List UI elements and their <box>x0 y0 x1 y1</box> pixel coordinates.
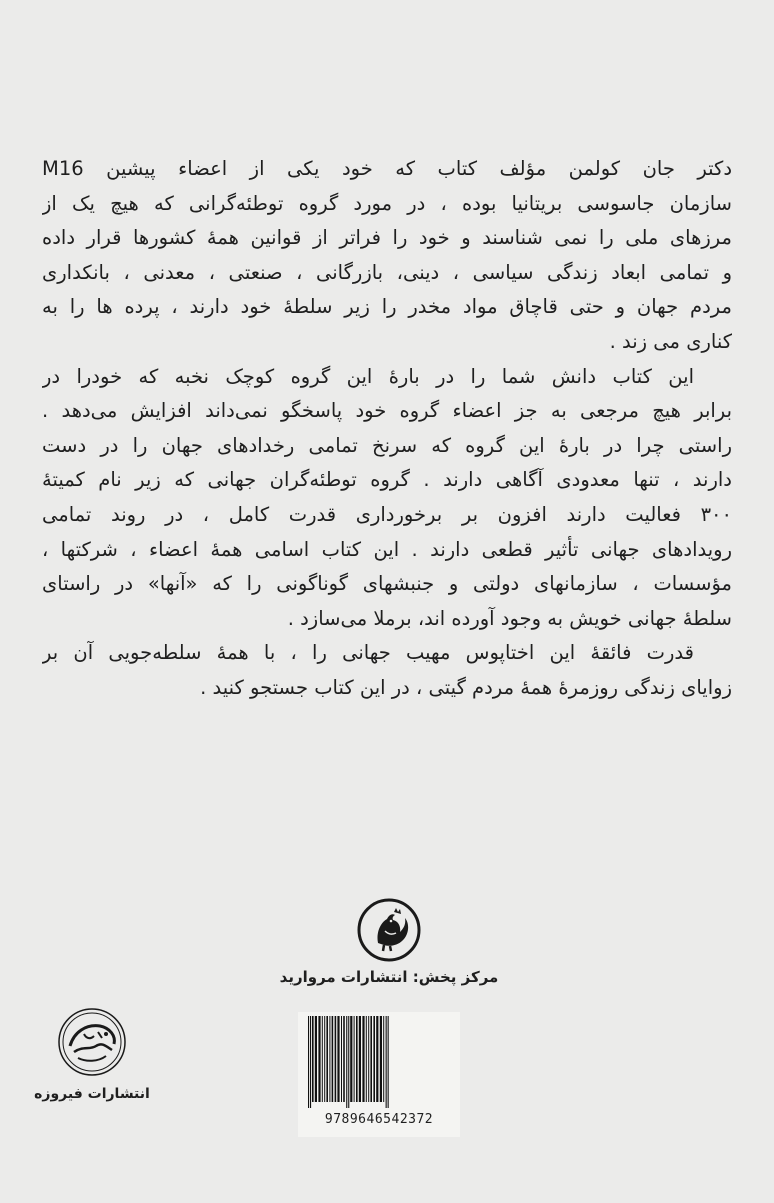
barcode-bar <box>329 1016 330 1102</box>
distribution-center-label: مرکز پخش: انتشارات مروارید <box>279 968 499 986</box>
barcode-bar <box>348 1016 349 1108</box>
text-line: سلطهٔ جهانی خویش به وجود آورده اند، برملا می‌سازد . <box>287 606 732 630</box>
barcode-bar <box>312 1016 314 1102</box>
blurb-paragraph <box>42 636 732 705</box>
barcode-bar <box>324 1016 325 1102</box>
text-line: مردم جهان و حتی قاچاق مواد مخدر را زیر سلطهٔ خود دارند ، پرده ها را به <box>42 295 732 319</box>
barcode-bar <box>388 1016 389 1108</box>
barcode-bar <box>318 1016 320 1102</box>
rooster-logo-icon <box>356 897 422 963</box>
blurb-text <box>42 152 732 706</box>
barcode-bar <box>383 1016 384 1102</box>
text-line: سازمان جاسوسی بریتانیا بوده ، در مورد گروه توطئه‌گرانی که هیچ یک از <box>42 191 732 215</box>
barcode-bar <box>359 1016 361 1102</box>
text-line: مرزهای ملی را نمی شناسند و خود را فراتر از قوانین همهٔ کشورها قرار داده <box>42 226 732 250</box>
barcode-bar <box>376 1016 378 1102</box>
firoozeh-emblem-icon <box>56 1006 128 1078</box>
text-line: دکتر جان کولمن مؤلف کتاب که خود یکی از اعضاء پیشین M16 <box>42 157 732 180</box>
barcode-bar <box>380 1016 382 1102</box>
text-line: ۳۰۰ فعالیت دارند افزون بر برخورداری قدرت کامل ، در روند تمامی <box>42 502 732 526</box>
barcode-bar <box>308 1016 309 1108</box>
text-line: رویدادهای جهانی تأثیر قطعی دارند . این کتاب اسامی همهٔ اعضاء ، شرکتها ، <box>42 537 732 561</box>
barcode-bar <box>310 1016 311 1108</box>
text-line: و تمامی ابعاد زندگی سیاسی ، دینی، بازرگانی ، صنعتی ، معدنی ، بانکداری <box>42 260 732 284</box>
barcode-bar <box>346 1016 347 1108</box>
text-line: این کتاب دانش شما را در بارهٔ این گروه کوچک نخبه که خودرا در <box>42 364 694 388</box>
barcode-bar <box>315 1016 317 1102</box>
barcode-bar <box>373 1016 375 1102</box>
barcode-bar <box>337 1016 339 1102</box>
barcode-bar <box>322 1016 323 1102</box>
barcode-bar <box>366 1016 367 1102</box>
barcode-bar <box>335 1016 337 1102</box>
text-line: راستی چرا در بارهٔ این گروه که سرنخ تمامی رخدادهای جهان را در دست <box>42 433 732 457</box>
text-line: زوایای زندگی روزمرهٔ همهٔ مردم گیتی ، در این کتاب جستجو کنید . <box>200 675 732 699</box>
blurb-paragraph <box>42 360 732 637</box>
barcode-bar <box>370 1016 372 1102</box>
barcode-bar <box>332 1016 334 1102</box>
barcode-bar <box>386 1016 387 1108</box>
firoozeh-publisher-label: انتشارات فیروزه <box>34 1086 150 1102</box>
text-line: دارند ، تنها معدودی آگاهی دارند . گروه توطئه‌گران جهانی که زیر نام کمیتهٔ <box>42 468 732 492</box>
blurb-paragraph <box>42 152 732 360</box>
barcode-bar <box>350 1016 352 1102</box>
barcode-bar <box>356 1016 358 1102</box>
barcode-bar <box>343 1016 345 1102</box>
isbn-barcode <box>298 1012 460 1137</box>
isbn-digits: 9789646542372 <box>324 1112 434 1127</box>
barcode-bar <box>341 1016 342 1102</box>
barcode-bars <box>304 1016 454 1108</box>
barcode-bar <box>354 1016 355 1102</box>
barcode-bar <box>326 1016 328 1102</box>
barcode-bar <box>368 1016 369 1102</box>
text-line: کناری می زند . <box>609 329 732 353</box>
barcode-bar <box>362 1016 364 1102</box>
text-line: مؤسسات ، سازمانهای دولتی و جنبشهای گوناگونی را که «آنها» در راستای <box>42 572 732 596</box>
text-line: برابر هیچ مرجعی به جز اعضاء گروه خود پاسخگو نمی‌داند افزایش می‌دهد . <box>42 399 732 423</box>
text-line: قدرت فائقهٔ این اختاپوس مهیب جهانی را ، با همهٔ سلطه‌جویی آن بر <box>42 641 694 665</box>
